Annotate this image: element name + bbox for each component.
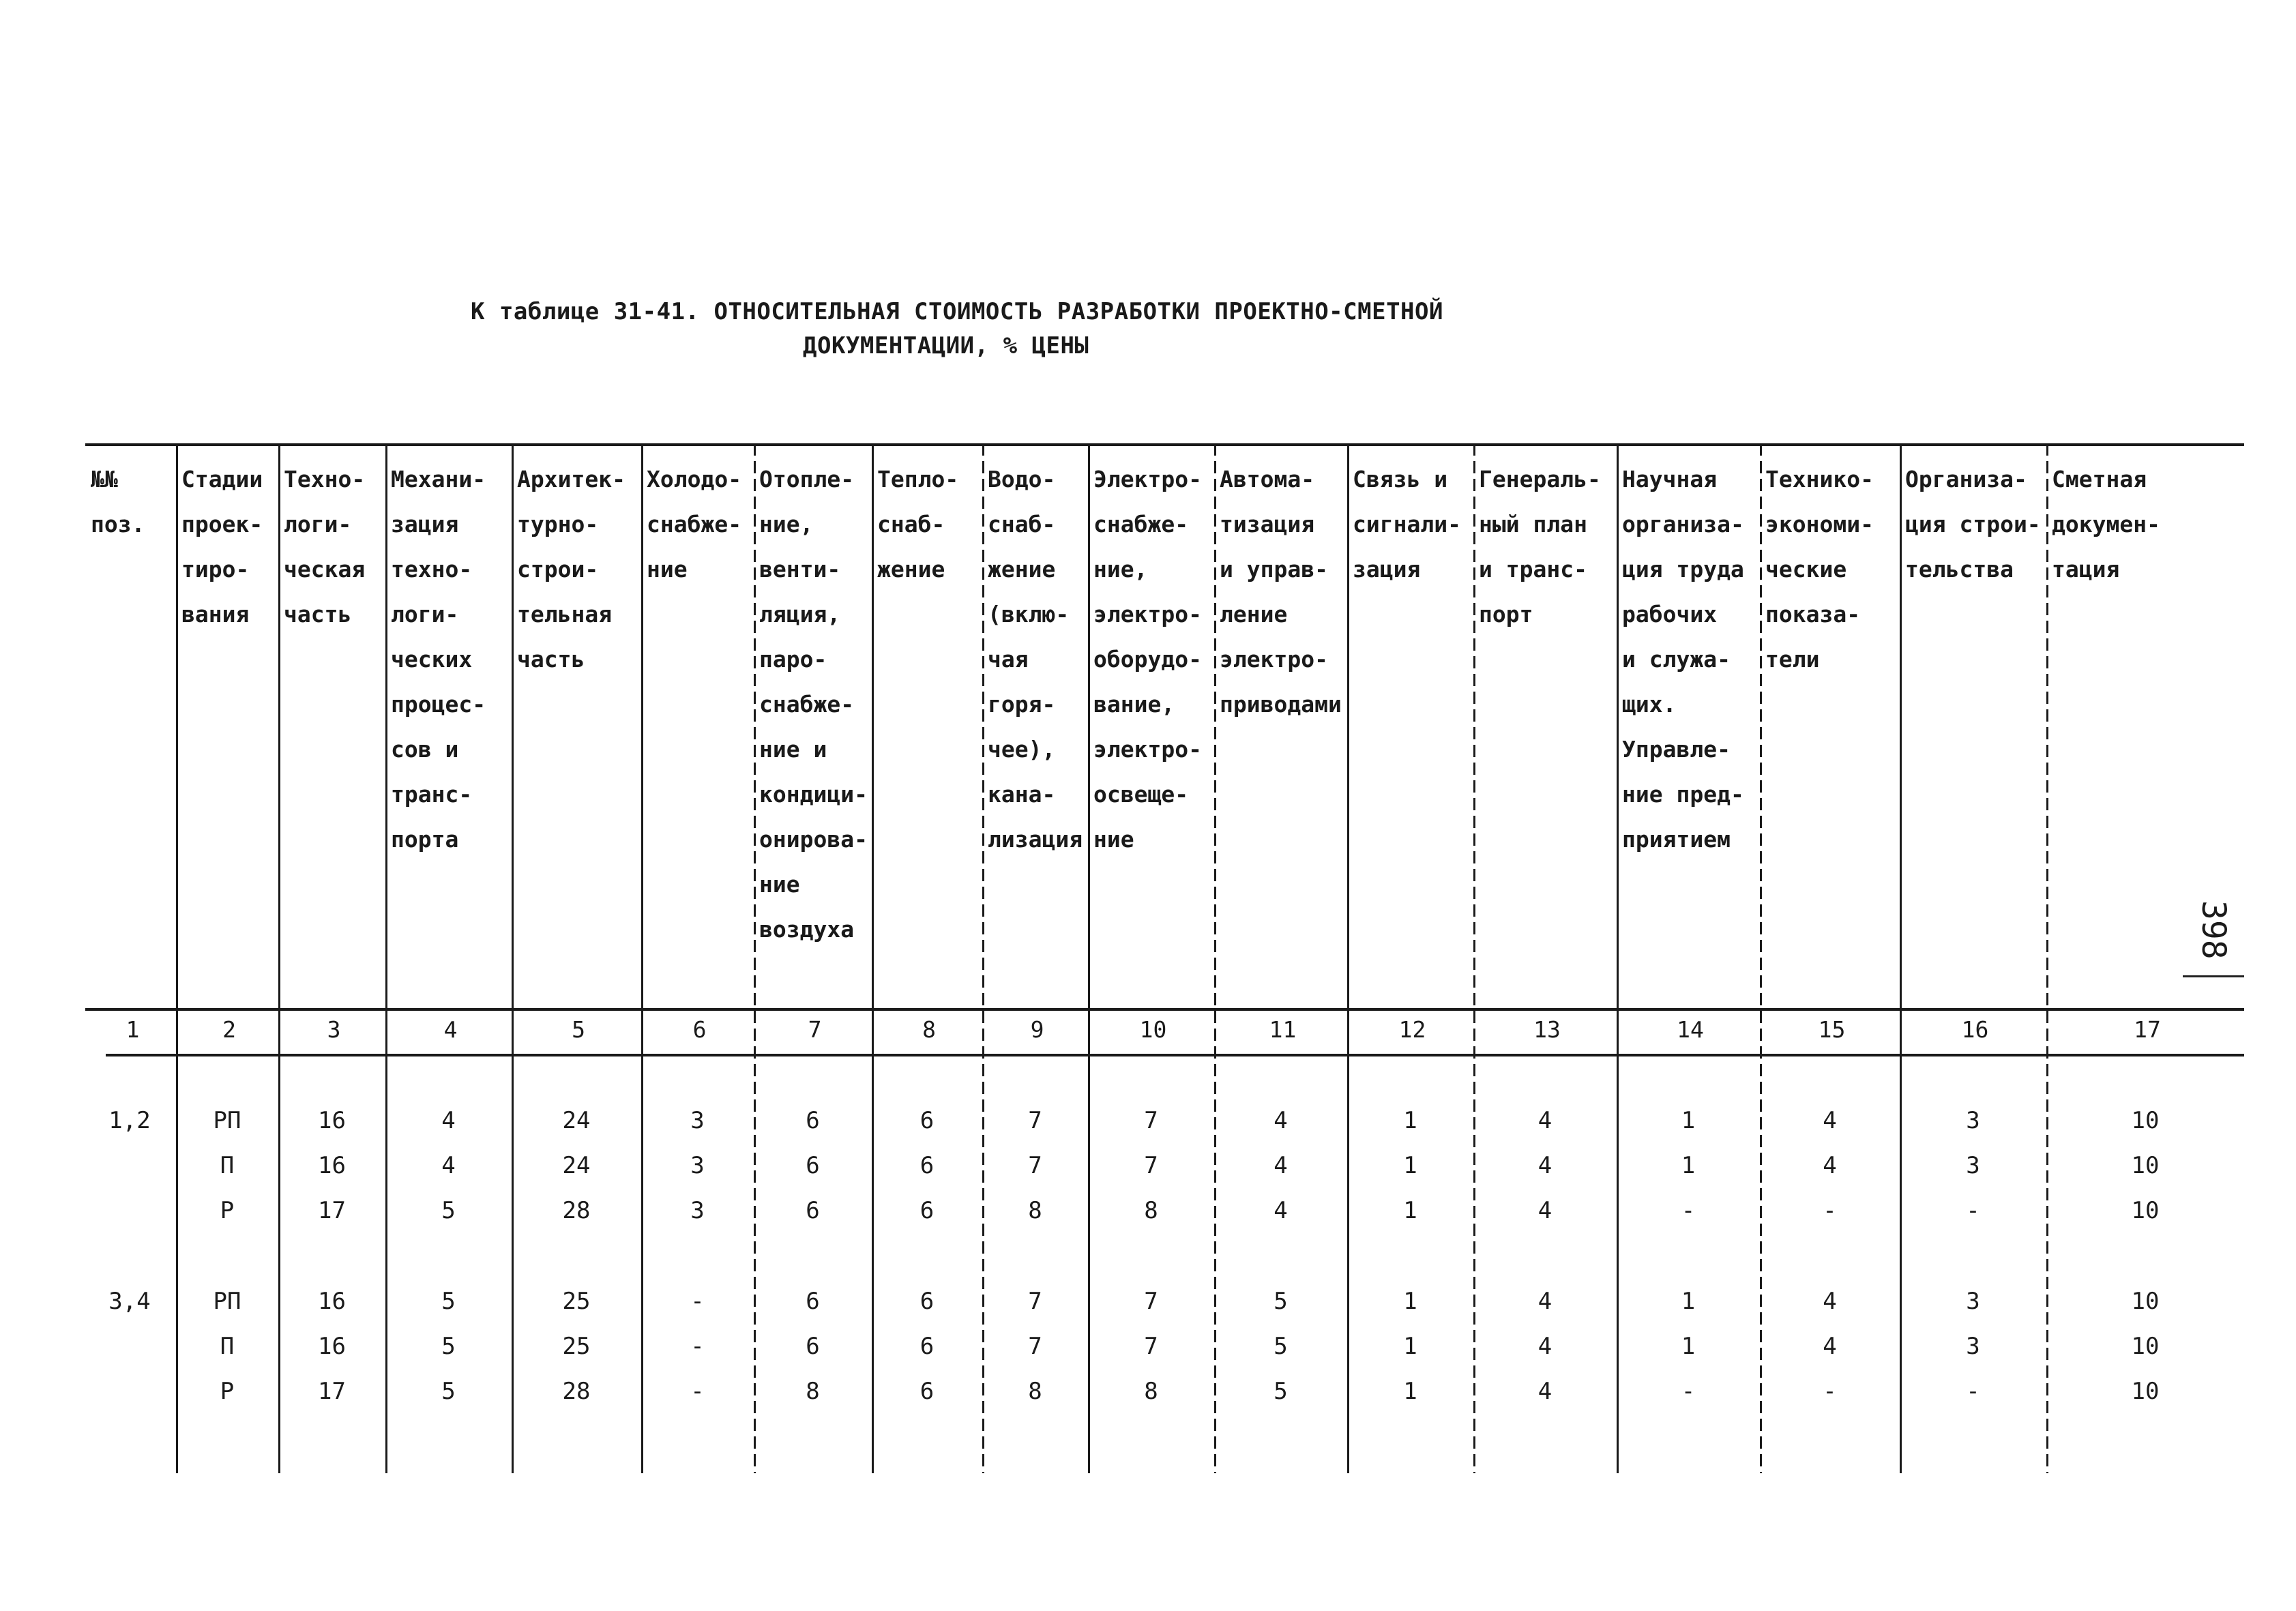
value-cell: - bbox=[690, 1288, 705, 1315]
value-cell: 4 bbox=[1823, 1107, 1837, 1134]
value-cell: 7 bbox=[1144, 1107, 1158, 1134]
column-header-5: Архитек- турно- строи- тельная часть bbox=[517, 466, 625, 673]
table-top-rule bbox=[85, 443, 2244, 446]
table-title bbox=[471, 295, 1443, 363]
value-cell: 3 bbox=[1966, 1107, 1980, 1134]
page-number-rule bbox=[2183, 975, 2244, 977]
column-rule-5 bbox=[641, 443, 643, 1473]
column-rule-1 bbox=[176, 443, 178, 1473]
column-number-16: 16 bbox=[1961, 1016, 1989, 1043]
value-cell: 10 bbox=[2131, 1378, 2160, 1405]
value-cell: - bbox=[690, 1378, 705, 1405]
value-cell: 16 bbox=[318, 1152, 346, 1179]
value-cell: - bbox=[1966, 1378, 1980, 1405]
value-cell: 25 bbox=[562, 1333, 591, 1360]
value-cell: 4 bbox=[1537, 1288, 1552, 1315]
value-cell: 1 bbox=[1403, 1107, 1417, 1134]
value-cell: 3 bbox=[1966, 1152, 1980, 1179]
value-cell: - bbox=[690, 1333, 705, 1360]
column-rule-10 bbox=[1214, 443, 1216, 1473]
value-cell: 24 bbox=[562, 1152, 591, 1179]
column-header-7: Отопле- ние, венти- ляция, паро- снабже- ние и кондици- онирова- ние воздуха bbox=[759, 466, 868, 943]
value-cell: 3 bbox=[690, 1152, 705, 1179]
value-cell: 3 bbox=[690, 1197, 705, 1224]
column-rule-2 bbox=[278, 443, 280, 1473]
value-cell: 17 bbox=[318, 1378, 346, 1405]
value-cell: - bbox=[1966, 1197, 1980, 1224]
value-cell: 6 bbox=[919, 1288, 934, 1315]
value-cell: 17 bbox=[318, 1197, 346, 1224]
value-cell: 6 bbox=[919, 1197, 934, 1224]
column-header-2: Стадии проек- тиро- вания bbox=[181, 466, 263, 627]
value-cell: 6 bbox=[919, 1378, 934, 1405]
value-cell: 4 bbox=[1537, 1152, 1552, 1179]
value-cell: 4 bbox=[1274, 1152, 1288, 1179]
column-number-12: 12 bbox=[1398, 1016, 1426, 1043]
value-cell: 8 bbox=[1028, 1378, 1042, 1405]
value-cell: 3 bbox=[1966, 1333, 1980, 1360]
column-number-1: 1 bbox=[126, 1016, 140, 1043]
value-cell: - bbox=[1681, 1378, 1696, 1405]
column-number-5: 5 bbox=[572, 1016, 585, 1043]
value-cell: 1 bbox=[1403, 1152, 1417, 1179]
value-cell: 5 bbox=[1274, 1288, 1288, 1315]
column-header-3: Техно- логи- ческая часть bbox=[284, 466, 366, 627]
column-header-17: Сметная докумен- тация bbox=[2052, 466, 2160, 582]
value-cell: 5 bbox=[1274, 1333, 1288, 1360]
column-rule-9 bbox=[1088, 443, 1090, 1473]
column-rule-13 bbox=[1617, 443, 1619, 1473]
value-cell: 6 bbox=[806, 1107, 820, 1134]
column-rule-8 bbox=[982, 443, 984, 1473]
column-rule-3 bbox=[385, 443, 387, 1473]
column-header-14: Научная организа- ция труда рабочих и служа- щих. Управле- ние пред- приятием bbox=[1622, 466, 1744, 853]
stage-cell: Р bbox=[220, 1378, 235, 1405]
stage-cell: РП bbox=[213, 1107, 241, 1134]
column-header-16: Организа- ция строи- тельства bbox=[1905, 466, 2041, 582]
column-number-6: 6 bbox=[692, 1016, 707, 1043]
value-cell: 24 bbox=[562, 1107, 591, 1134]
value-cell: 1 bbox=[1403, 1288, 1417, 1315]
column-number-14: 14 bbox=[1677, 1016, 1704, 1043]
value-cell: 7 bbox=[1144, 1152, 1158, 1179]
column-header-1: №№ поз. bbox=[91, 466, 145, 537]
value-cell: 5 bbox=[441, 1333, 456, 1360]
value-cell: 4 bbox=[1537, 1333, 1552, 1360]
value-cell: 5 bbox=[441, 1378, 456, 1405]
column-number-13: 13 bbox=[1533, 1016, 1561, 1043]
column-number-2: 2 bbox=[222, 1016, 236, 1043]
column-header-11: Автома- тизация и управ- ление электро- приводами bbox=[1220, 466, 1342, 718]
column-number-3: 3 bbox=[327, 1016, 341, 1043]
stage-cell: РП bbox=[213, 1288, 241, 1315]
value-cell: 8 bbox=[1028, 1197, 1042, 1224]
value-cell: - bbox=[1823, 1197, 1837, 1224]
value-cell: 5 bbox=[1274, 1378, 1288, 1405]
column-rule-15 bbox=[1900, 443, 1902, 1473]
value-cell: 1 bbox=[1681, 1107, 1696, 1134]
group-position: 3,4 bbox=[108, 1288, 151, 1315]
column-number-7: 7 bbox=[808, 1016, 822, 1043]
value-cell: 1 bbox=[1681, 1288, 1696, 1315]
value-cell: 10 bbox=[2131, 1333, 2160, 1360]
column-number-17: 17 bbox=[2134, 1016, 2161, 1043]
column-number-11: 11 bbox=[1269, 1016, 1297, 1043]
header-bottom-rule bbox=[85, 1008, 2244, 1011]
value-cell: 16 bbox=[318, 1107, 346, 1134]
value-cell: 4 bbox=[441, 1107, 456, 1134]
value-cell: 1 bbox=[1403, 1378, 1417, 1405]
value-cell: 4 bbox=[1823, 1152, 1837, 1179]
value-cell: 1 bbox=[1681, 1333, 1696, 1360]
value-cell: 4 bbox=[1823, 1333, 1837, 1360]
column-header-12: Связь и сигнали- зация bbox=[1353, 466, 1461, 582]
column-number-4: 4 bbox=[443, 1016, 458, 1043]
column-header-13: Генераль- ный план и транс- порт bbox=[1479, 466, 1601, 627]
value-cell: 16 bbox=[318, 1333, 346, 1360]
column-header-4: Механи- зация техно- логи- ческих процес- сов и транс- порта bbox=[391, 466, 486, 853]
page-number: 398 bbox=[2194, 900, 2233, 960]
title-line-1: К таблице 31-41. ОТНОСИТЕЛЬНАЯ СТОИМОСТЬ РАЗРАБОТКИ ПРОЕКТНО-СМЕТНОЙ bbox=[471, 298, 1443, 325]
value-cell: 1 bbox=[1403, 1197, 1417, 1224]
column-rule-7 bbox=[872, 443, 874, 1473]
column-header-9: Водо- снаб- жение (вклю- чая горя- чее), кана- лизация bbox=[988, 466, 1083, 853]
value-cell: 7 bbox=[1144, 1288, 1158, 1315]
value-cell: 7 bbox=[1028, 1333, 1042, 1360]
stage-cell: Р bbox=[220, 1197, 235, 1224]
column-rule-16 bbox=[2046, 443, 2048, 1473]
value-cell: - bbox=[1681, 1197, 1696, 1224]
value-cell: 16 bbox=[318, 1288, 346, 1315]
number-row-bottom-rule bbox=[106, 1054, 2244, 1056]
column-header-10: Электро- снабже- ние, электро- оборудо- вание, электро- освеще- ние bbox=[1093, 466, 1202, 853]
value-cell: 3 bbox=[1966, 1288, 1980, 1315]
value-cell: 28 bbox=[562, 1378, 591, 1405]
value-cell: 6 bbox=[806, 1197, 820, 1224]
stage-cell: П bbox=[220, 1333, 235, 1360]
value-cell: 25 bbox=[562, 1288, 591, 1315]
column-header-6: Холодо- снабже- ние bbox=[647, 466, 742, 582]
value-cell: - bbox=[1823, 1378, 1837, 1405]
value-cell: 5 bbox=[441, 1197, 456, 1224]
value-cell: 6 bbox=[919, 1152, 934, 1179]
value-cell: 8 bbox=[806, 1378, 820, 1405]
value-cell: 6 bbox=[919, 1107, 934, 1134]
value-cell: 4 bbox=[1823, 1288, 1837, 1315]
value-cell: 10 bbox=[2131, 1152, 2160, 1179]
column-header-8: Тепло- снаб- жение bbox=[877, 466, 959, 582]
value-cell: 4 bbox=[441, 1152, 456, 1179]
value-cell: 7 bbox=[1028, 1288, 1042, 1315]
value-cell: 5 bbox=[441, 1288, 456, 1315]
value-cell: 4 bbox=[1537, 1107, 1552, 1134]
column-rule-12 bbox=[1473, 443, 1475, 1473]
value-cell: 10 bbox=[2131, 1288, 2160, 1315]
column-rule-11 bbox=[1347, 443, 1349, 1473]
stage-cell: П bbox=[220, 1152, 235, 1179]
value-cell: 1 bbox=[1681, 1152, 1696, 1179]
value-cell: 6 bbox=[806, 1288, 820, 1315]
value-cell: 7 bbox=[1144, 1333, 1158, 1360]
value-cell: 4 bbox=[1274, 1107, 1288, 1134]
title-line-2: ДОКУМЕНТАЦИИ, % ЦЕНЫ bbox=[803, 332, 1089, 359]
column-number-9: 9 bbox=[1030, 1016, 1044, 1043]
value-cell: 3 bbox=[690, 1107, 705, 1134]
column-rule-6 bbox=[754, 443, 756, 1473]
column-number-10: 10 bbox=[1139, 1016, 1167, 1043]
column-header-15: Технико- экономи- ческие показа- тели bbox=[1765, 466, 1874, 673]
value-cell: 7 bbox=[1028, 1107, 1042, 1134]
value-cell: 6 bbox=[919, 1333, 934, 1360]
value-cell: 28 bbox=[562, 1197, 591, 1224]
value-cell: 8 bbox=[1144, 1197, 1158, 1224]
value-cell: 4 bbox=[1537, 1378, 1552, 1405]
column-rule-14 bbox=[1760, 443, 1762, 1473]
value-cell: 8 bbox=[1144, 1378, 1158, 1405]
column-rule-4 bbox=[512, 443, 514, 1473]
column-number-8: 8 bbox=[922, 1016, 936, 1043]
value-cell: 7 bbox=[1028, 1152, 1042, 1179]
value-cell: 1 bbox=[1403, 1333, 1417, 1360]
column-number-15: 15 bbox=[1818, 1016, 1846, 1043]
value-cell: 4 bbox=[1274, 1197, 1288, 1224]
group-position: 1,2 bbox=[108, 1107, 151, 1134]
value-cell: 10 bbox=[2131, 1197, 2160, 1224]
value-cell: 6 bbox=[806, 1333, 820, 1360]
value-cell: 4 bbox=[1537, 1197, 1552, 1224]
value-cell: 10 bbox=[2131, 1107, 2160, 1134]
value-cell: 6 bbox=[806, 1152, 820, 1179]
